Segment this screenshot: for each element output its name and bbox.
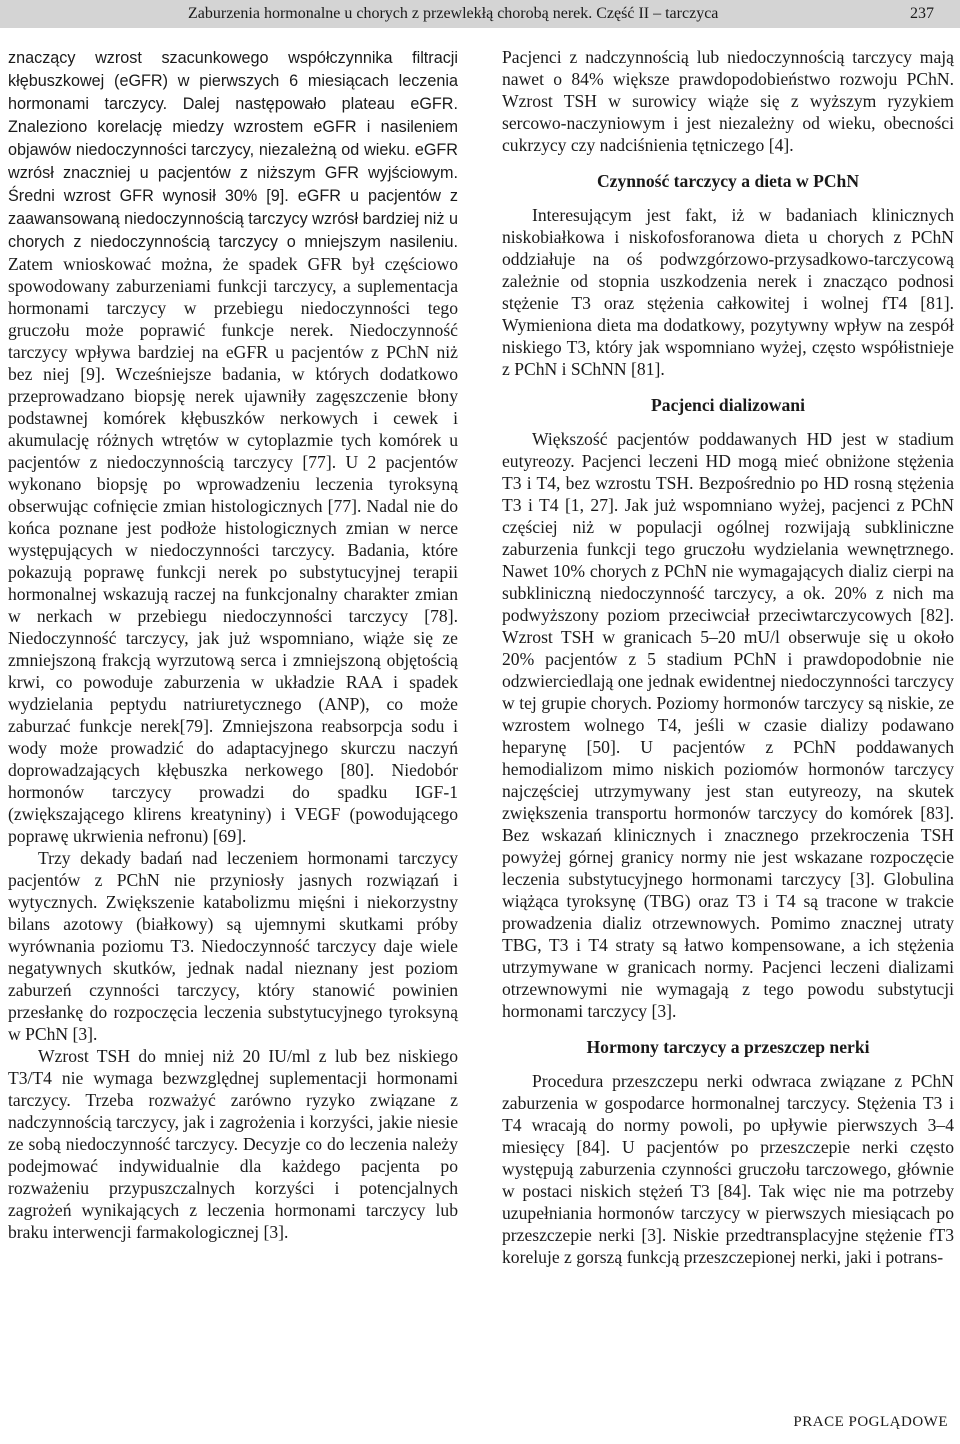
- running-head-title: Zaburzenia hormonalne u chorych z przewlekłą chorobą nerek. Część II – tarczyca: [188, 5, 719, 22]
- footer-section-label: PRACE POGLĄDOWE: [793, 1414, 948, 1430]
- left-paragraph-2: Trzy dekady badań nad leczeniem hormonami tarczycy pacjentów z PChN nie przyniosły jasnych rozwiązań i wytycznych. Zwiększenie katabolizmu mięśni i niekorzystny bilans azotowy (białkowy) są ujemnymi skutkami próby wyrównania poziomu T3. Niedoczynność tarczycy daje wiele negatywnych skutków, jednak nadal nieznany jest poziom zaburzeń czynności tarczycy, który stanowić powinien przesłankę do rozpoczęcia leczenia substytucyjnego tyroksyną w PChN [3].: [8, 848, 458, 1044]
- heading-transplant: Hormony tarczycy a przeszczep nerki: [586, 1037, 870, 1057]
- left-paragraph-1: [8, 46, 458, 847]
- left-paragraph-1-serif-part: Zatem wnioskować można, że spadek GFR był częściowo spowodowany zaburzeniami funkcji tarczycy, a suplementacja hormonami tarczycy w przebiegu niedoczynności tego gruczołu może poprawić funkcje nerek. Niedoczynność tarczycy wpływa bardziej na eGFR u pacjentów z PChN niż bez niej [9]. Wcześniejsze badania, w których dodatkowo przeprowadzano biopsję nerek ujawniły zagęszczenie błony podstawnej komórek kłębuszków nerkowych i cewek i akumulację różnych wtrętów w cytoplazmie tych komórek u pacjentów z niedoczynnością tarczycy [77]. U 2 pacjentów wykonano biopsję po wprowadzeniu leczenia tyroksyną obserwując cofnięcie zmian histologicznych [77]. Nadal nie do końca poznane jest podłoże histologicznych zmian w nerce występujących w niedoczynności tarczycy. Badania, które pokazują poprawę funkcji nerek po substytucyjnej terapii hormonalnej wskazują raczej na funkcjonalny charakter zmian w nerkach w przebiegu niedoczynności tarczycy [78]. Niedoczynność tarczycy, jak już wspomniano, wiąże się ze zmniejszoną frakcją wyrzutową serca i zmniejszoną objętością krwi, co powoduje zaburzenia w układzie RAA i spadek wydzielania peptydu natriuretycznego (ANP), co może zaburzać funkcje nerek[79]. Zmniejszona reabsorpcja sodu i wody może prowadzić do adaptacyjnego skurczu naczyń doprowadzających kłębuszka nerkowego [80]. Niedobór hormonów tarczycy prowadzi do spadku IGF-1 (zwiększającego klirens kreatyniny) i VEGF (powodującego poprawę ukrwienia nefronu) [69].: [8, 254, 458, 846]
- right-paragraph-2: Interesującym jest fakt, iż w badaniach klinicznych niskobiałkowa i niskofosforanowa dieta u chorych z PChN oddziałuje na oś podwzgórzowo-przysadkowo-tarczycową zależnie od stopnia uszkodzenia nerek i znacząco podnosi stężenie T3 oraz stężenia całkowitej i wolnej fT4 [81]. Wymieniona dieta ma dodatkowy, pozytywny wpływ na zespół niskiego T3, który jak wspomniano wyżej, często współistnieje z PChN i SChNN [81].: [502, 205, 954, 379]
- right-column: [502, 46, 954, 1268]
- heading-dialysis: Pacjenci dializowani: [651, 395, 805, 415]
- page-number: 237: [910, 5, 934, 22]
- right-paragraph-1: Pacjenci z nadczynnością lub niedoczynnością tarczycy mają nawet o 84% większe prawdopodobieństwo rozwoju PChN. Wzrost TSH w surowicy wiąże się z wyższym ryzykiem sercowo-naczyniowym i jest niezależny od wieku, obecności cukrzycy czy nadciśnienia tętniczego [4].: [502, 47, 954, 155]
- running-head: [0, 0, 960, 28]
- left-column: [8, 46, 458, 1243]
- right-paragraph-3: Większość pacjentów poddawanych HD jest w stadium eutyreozy. Pacjenci leczeni HD mogą mieć obniżone stężenia T3 i T4, bez wzrostu TSH. Bezpośrednio po HD rosną stężenia T3 i T4 [1, 27]. Jak już wspomniano wyżej, pacjenci z PChN częściej niż w populacji ogólnej rozwijają subkliniczne zaburzenia funkcji tego gruczołu wydzielania wewnętrznego. Nawet 10% chorych z PChN nie wymagających dializ cierpi na subkliniczną niedoczynność tarczycy, a ok. 20% z nich ma podwyższony poziom przeciwciał przeciwtarczycowych [82]. Wzrost TSH w granicach 5–20 mU/l obserwuje się u około 20% pacjentów z 5 stadium PChN i prawdopodobnie nie odzwierciedlają one jednak ewidentnej niedoczynności tarczycy w tej grupie chorych. Poziomy hormonów tarczycy są niskie, ze wzrostem wolnego T4, jeśli w czasie dializy podawano heparynę [50]. U pacjentów z PChN poddawanych hemodializom mimo niskich poziomów hormonów tarczycy najczęściej utrzymywany jest stan eutyreozy, na skutek zwiększenia transportu hormonów tarczycy do komórek [83]. Bez wskazań klinicznych i znacznego przekroczenia TSH powyżej górnej granicy normy nie jest wskazane rozpoczęcie leczenia substytucyjnego hormonami tarczycy [3]. Globulina wiążąca tyroksynę (TBG) oraz T3 i T4 są tracone w trakcie prowadzenia dializ otrzewnowych. Pomimo znacznej utraty TBG, T3 i T4 straty są łatwo kompensowane, a ich stężenia utrzymywane w granicach normy. Pacjenci leczeni dializami otrzewnowymi nie wymagają z tego powodu substytucji hormonami tarczycy [3].: [502, 429, 954, 1021]
- right-paragraph-4: Procedura przeszczepu nerki odwraca związane z PChN zaburzenia w gospodarce hormonalnej tarczycy. Stężenia T3 i T4 wracają do normy powoli, po upływie pierwszych 3–4 miesięcy [84]. U pacjentów po przeszczepie nerki często występują zaburzenia czynności gruczołu tarczowego, głównie w postaci niskich stężeń T3 [84]. Tak więc nie ma potrzeby uzupełniania hormonów tarczycy w pierwszych miesiącach po przeszczepie nerki [3]. Niskie przedtransplacyjne stężenie fT3 koreluje z gorszą funkcją przeszczepionej nerki, jaki i potrans-: [502, 1071, 954, 1267]
- heading-diet: Czynność tarczycy a dieta w PChN: [596, 171, 860, 191]
- left-paragraph-3: Wzrost TSH do mniej niż 20 IU/ml z lub bez niskiego T3/T4 nie wymaga bezwzględnej suplementacji hormonami tarczycy. Trzeba rozważyć zarówno ryzyko związane z nadczynnością tarczycy, jak i zagrożenia i korzyści, jakie niesie ze sobą niedoczynność tarczycy. Decyzje co do leczenia należy podejmować indywidualnie dla każdego pacjenta po rozważeniu przypuszczalnych korzyści i potencjalnych zagrożeń wynikających z leczenia hormonami tarczycy lub braku interwencji farmakologicznej [3].: [8, 1046, 458, 1242]
- left-paragraph-1-sans-part: znaczący wzrost szacunkowego współczynnika filtracji kłębuszkowej (eGFR) w pierwszych 6 miesiącach leczenia hormonami tarczycy. Dalej następowało plateau eGFR. Znaleziono korelację miedzy wzrostem eGFR i nasileniem objawów niedoczynności tarczycy, niezależną od wieku. eGFR wzrósł znaczniej u pacjentów z niższym GFR wyjściowym. Średni wzrost GFR wynosił 30% [9]. eGFR u pacjentów z zaawansowaną niedoczynnością tarczycy wzrósł bardziej niż u chorych z niedoczynnością tarczycy o mniejszym nasileniu.: [8, 49, 458, 251]
